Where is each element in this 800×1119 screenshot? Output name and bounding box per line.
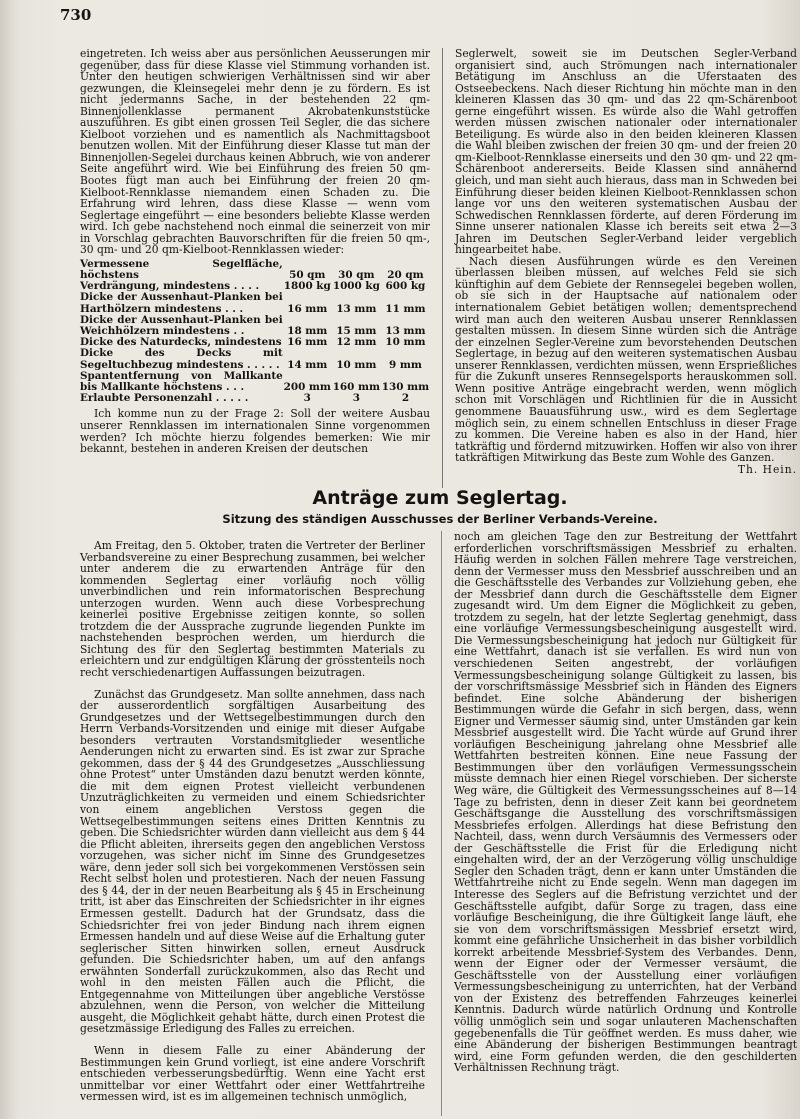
section-subtitle: Sitzung des ständigen Ausschusses der Berliner Verbands-Vereine.: [222, 512, 658, 526]
paragraph: noch am gleichen Tage den zur Bestreitung der Wettfahrt erforderlichen vorschriftsmässigen Messbrief zu erhalten. Häufig werden in solchen Fällen mehrere Tage verstreichen, denn der Vermesser muss den Messbrief ausschreiben und an die Geschäftsstelle des Verbandes zur Vollziehung geben, ehe der Messbrief dann durch die Geschäftsstelle dem Eigner zugesandt wird. Um dem Eigner die Möglichkeit zu geben, trotzdem zu segeln, hat der letzte Seglertag genehmigt, dass eine vorläufige Vermessungsbescheinigung ausgestellt wird. Die Vermessungsbescheinigung hat jedoch nur Gültigkeit für eine Wettfahrt, danach ist sie verfallen. Es wird nun von verschiedenen Seiten angestrebt, der vorläufigen Vermessungsbescheinigung solange Gültigkeit zu lassen, bis der vorschriftsmässige Messbrief sich in Händen des Eigners befindet. Eine solche Abänderung der bisherigen Bestimmungen würde die Gefahr in sich bergen, dass, wenn Eigner und Vermesser säumig sind, unter Umständen gar kein Messbrief ausgestellt wird. Die Yacht würde auf Grund ihrer vorläufigen Bescheinigung jahrelang ohne Messbrief alle Wettfahrten bestreiten können. Eine neue Fassung der Bestimmungen über den vorläufigen Vermessungsschein müsste demnach hier einen Riegel vorschieben. Der sicherste Weg wäre, die Gültigkeit des Vermessungsscheines auf 8—14 Tage zu befristen, denn in dieser Zeit kann bei geordnetem Geschäftsgange die Ausstellung des vorschriftsmässigen Messbriefes erfolgen. Allerdings hat diese Befristung den Nachteil, dass, wenn durch Versäumnis des Vermessers oder der Geschäftsstelle die Frist für die Erledigung nicht eingehalten wird, der an der Verzögerung völlig unschuldige Segler den Schaden trägt, denn er kann unter Umständen die Wettfahrtreihe nicht zu Ende segeln. Wenn man dagegen im Interesse des Seglers auf die Befristung verzichtet und der Geschäftsstelle aufgibt, dafür Sorge zu tragen, dass eine vorläufige Bescheinigung, die ihre Gültigkeit lange läuft, ehe sie von dem vorschriftsmässigen Messbrief ersetzt wird, kommt eine gefährliche Unsicherheit in das bisher vorbildlich korrekt arbeitende Messbrief-System des Verbandes. Denn, wenn der Eigner oder der Vermesser versäumt, die Geschäftsstelle von der Ausstellung einer vorläufigen Vermessungsbescheinigung zu unterrichten, hat der Verband von der Existenz des betreffenden Fahrzeuges keinerlei Kenntnis. Dadurch würde natürlich Ordnung und Kontrolle völlig unmöglich sein und sogar unlauteren Machenschaften gegebenenfalls die Tür geöffnet werden. Es muss daher, wie eine Abänderung der bisherigen Bestimmungen beantragt wird, eine Form gefunden werden, die den geschilderten Verhältnissen Rechnung trägt.: [454, 530, 797, 1075]
spec-value: 13 mm: [336, 302, 377, 315]
spec-row: [80, 292, 430, 314]
column-divider: [442, 48, 443, 488]
spec-value: 16 mm: [287, 302, 328, 315]
spec-value: 160 mm: [332, 381, 380, 394]
spec-label: Dicke des Decks mit Segeltuchbezug mindestens . . . . .: [80, 347, 283, 371]
page-number: 730: [60, 6, 92, 24]
spec-value: 1000 kg: [332, 280, 380, 293]
bottom-left-column: [80, 540, 425, 1103]
paragraph: Am Freitag, den 5. Oktober, traten die Vertreter der Berliner Verbandsvereine zu einer Besprechung zusammen, bei welcher unter anderem die zu erwartenden Anträge für den kommenden Seglertag einer vorläufig noch völlig unverbindlichen und rein informatorischen Besprechung unterzogen wurden. Wenn auch diese Vorbesprechung keinerlei positive Ergebnisse zeitigen konnte, so sollen trotzdem die der Aussprache zugrunde liegenden Punkte im nachstehenden besprochen werden, um hierdurch die Sichtung des für den Seglertag bestimmten Materials zu erleichtern und zur endgültigen Klärung der grösstenteils noch recht verschiedenartigen Auffassungen beizutragen.: [80, 539, 425, 680]
spec-value: 15 mm: [336, 325, 377, 338]
paragraph: Ich komme nun zu der Frage 2: Soll der weitere Ausbau unserer Rennklassen im internationalen Sinne vorgenommen werden? Ich möchte hierzu folgendes bemerken: Wie mir bekannt, bestehen in anderen Kreisen der deutschen: [80, 407, 430, 456]
spec-value: 2: [401, 392, 410, 405]
top-left-column: [80, 48, 430, 455]
spec-value: 12 mm: [336, 336, 377, 349]
spec-value: 18 mm: [287, 325, 328, 338]
paragraph: eingetreten. Ich weiss aber aus persönlichen Aeusserungen mir gegenüber, dass für diese Klasse viel Stimmung vorhanden ist. Unter den heutigen schwierigen Verhältnissen sind wir aber gezwungen, die Kleinsegelei mehr denn je zu fördern. Es ist nicht jedermanns Sache, in der bestehenden 22 qm-Binnenjollenklasse permanent Akrobatenkunststücke auszuführen. Es gibt einen grossen Teil Segler, die das sichere Kielboot vorziehen und es namentlich als Nachmittagsboot benutzen wollen. Mit der Einführung dieser Klasse tut man der Binnenjollen-Segelei durchaus keinen Abbruch, wie von anderer Seite angeführt wird. Wie bei Einführung des freien 50 qm-Bootes fügt man auch bei Einführung der freien 20 qm-Kielboot-Rennklasse niemandem einen Schaden zu. Die Erfahrung wird lehren, dass diese Klasse — wenn vom Seglertage eingeführt — eine besonders beliebte Klasse werden wird. Ich gebe nachstehend noch einmal die seinerzeit von mir in Vorschlag gebrachten Bauvorschriften für die freien 50 qm-, 30 qm- und 20 qm-Kielboot-Rennklassen wieder:: [80, 47, 430, 257]
spec-label: Dicke der Aussenhaut-Planken bei Weichhölzern mindestens . .: [80, 313, 283, 338]
spec-value: 600 kg: [385, 280, 426, 293]
spec-label: Vermessene Segelfläche, höchstens: [80, 257, 283, 282]
spec-value: 200 mm: [283, 381, 331, 394]
spec-row: [80, 348, 430, 370]
spec-label: Dicke der Aussenhaut-Planken bei Harthölzern mindestens . . .: [80, 291, 283, 315]
paragraph: Zunächst das Grundgesetz. Man sollte annehmen, dass nach der ausserordentlich sorgfältigen Ausarbeitung des Grundgesetzes und der Wettsegelbestimmungen durch den Herrn Verbands-Vorsitzenden und einige mit dieser Aufgabe besonders vertrauten Vorstandsmitglieder wesentliche Aenderungen nicht zu erwarten sind. Es ist zwar zur Sprache gekommen, dass der § 44 des Grundgesetzes „Ausschliessung ohne Protest“ unter Umständen dazu benutzt werden könnte, die mit dem eignen Protest vielleicht verbundenen Unzuträglichkeiten zu vermeiden und einem Schiedsrichter von einem angeblichen Verstoss gegen die Wettsegelbestimmungen seitens eines Dritten Kenntnis zu geben. Die Schiedsrichter würden dann vielleicht aus dem § 44 die Pflicht ableiten, ihrerseits gegen den angeblichen Verstoss vorzugehen, was sicher nicht im Sinne des Grundgesetzes wäre, denn jeder soll sich bei vorgekommenen Verstössen sein Recht selbst holen und protestieren. Nach der neuen Fassung des § 44, der in der neuen Bearbeitung als § 45 in Erscheinung tritt, ist aber das Einschreiten der Schiedsrichter in ihr eignes Ermessen gestellt. Dadurch hat der Grundsatz, dass die Schiedsrichter frei von jeder Bindung nach ihrem eignen Ermessen handeln und auf diese Weise auf die Erhaltung guter seglerischer Sitten hinwirken sollen, erneut Ausdruck gefunden. Die Schiedsrichter haben, um auf den anfangs erwähnten Sonderfall zurückzukommen, also das Recht und wohl in den meisten Fällen auch die Pflicht, die Entgegennahme von Mitteilungen über angebliche Verstösse abzulehnen, wenn die Person, von welcher die Mitteilung ausgeht, die Möglichkeit gehabt hätte, durch einen Protest die gesetzmässige Erledigung des Falles zu erreichen.: [80, 687, 425, 1036]
top-right-column: [455, 48, 797, 475]
spec-label: Erlaubte Personenzahl . . . . .: [80, 392, 249, 405]
spec-row: [80, 393, 430, 404]
spec-label: Verdrängung, mindestens . . . .: [80, 280, 260, 293]
spec-value: 9 mm: [389, 358, 422, 371]
spec-row: [80, 371, 430, 393]
spec-label: Spantentfernung von Mallkante bis Mallkante höchstens . . .: [80, 369, 283, 394]
paragraph: Wenn in diesem Falle zu einer Abänderung der Bestimmungen kein Grund vorliegt, ist eine andere Vorschrift entschieden verbesserungsbedürftig. Wenn eine Yacht erst unmittelbar vor einer Wettfahrt oder einer Wettfahrtreihe vermessen wird, ist es im allgemeinen technisch unmöglich,: [80, 1043, 425, 1104]
spec-value: 130 mm: [381, 381, 430, 394]
bottom-right-column: [454, 531, 797, 1074]
spec-value: 3: [303, 392, 311, 405]
spec-row: [80, 259, 430, 281]
spec-value: 3: [352, 392, 360, 405]
spec-value: 20 qm: [387, 269, 424, 282]
spec-value: 10 mm: [385, 336, 426, 349]
spec-value: 1800 kg: [283, 280, 331, 293]
spec-value: 10 mm: [336, 358, 377, 371]
column-divider: [441, 531, 442, 1116]
spec-value: 11 mm: [385, 302, 426, 315]
spec-value: 30 qm: [338, 269, 375, 282]
section-title: Anträge zum Seglertag.: [312, 487, 568, 509]
paragraph: Seglerwelt, soweit sie im Deutschen Segler-Verband organisiert sind, auch Strömungen nach internationaler Betätigung im Anschluss an die Uferstaaten des Ostseebeckens. Nach dieser Richtung hin möchte man in den kleineren Klassen das 30 qm- und das 22 qm-Schärenboot gerne eingeführt wissen. Es würde also die Wahl getroffen werden müssen zwischen nationaler oder internationaler Beteiligung. Es würde also in den beiden kleineren Klassen die Wahl bleiben zwischen der freien 30 qm- und der freien 20 qm-Kielboot-Rennklasse einerseits und den 30 qm- und 22 qm-Schärenboot andererseits. Beide Klassen sind annähernd gleich, und man sieht auch hieraus, dass man in Schweden bei Einführung dieser beiden kleinen Kielboot-Rennklassen schon lange vor uns den weiteren systematischen Ausbau der Schwedischen Rennklassen förderte, auf deren Förderung im Sinne unserer nationalen Klasse ich bereits seit etwa 2—3 Jahren im Deutschen Segler-Verband leider vergeblich hingearbeitet habe.: [455, 47, 797, 257]
spec-label: Dicke des Naturdecks, mindestens: [80, 336, 282, 349]
spec-value: 16 mm: [287, 336, 328, 349]
spec-row: [80, 315, 430, 337]
paragraph: Nach diesen Ausführungen würde es den Vereinen überlassen bleiben müssen, auf welches Feld sie sich künftighin auf dem Gebiete der Rennsegelei begeben wollen, ob sie sich in der Hauptsache auf nationalem oder internationalem Gebiet betätigen wollen; dementsprechend wird man auch den weiteren Ausbau unserer Rennklassen gestalten müssen. In diesem Sinne würden sich die Anträge der einzelnen Segler-Vereine zum bevorstehenden Deutschen Seglertage, in bezug auf den weiteren systematischen Ausbau unserer Rennklassen, verdichten müssen, wenn Ersprießliches für die Zukunft unseres Rennsegelsports herauskommen soll. Wenn positive Anträge eingebracht werden, wenn möglich schon mit Vorschlägen und Richtlinien für die in Aussicht genommene Bauausführung usw., wird es dem Seglertage möglich sein, zu einem schnellen Entschluss in dieser Frage zu kommen. Die Vereine haben es also in der Hand, hier tatkräftig und fördernd mitzuwirken. Hoffen wir also von ihrer tatkräftigen Mitwirkung das Beste zum Wohle des Ganzen.: [455, 254, 797, 465]
spec-value: 14 mm: [287, 358, 328, 371]
spec-value: 13 mm: [385, 325, 426, 338]
spec-value: 50 qm: [289, 269, 326, 282]
spec-table: [80, 259, 430, 405]
author-signature: Th. Hein.: [737, 462, 797, 476]
